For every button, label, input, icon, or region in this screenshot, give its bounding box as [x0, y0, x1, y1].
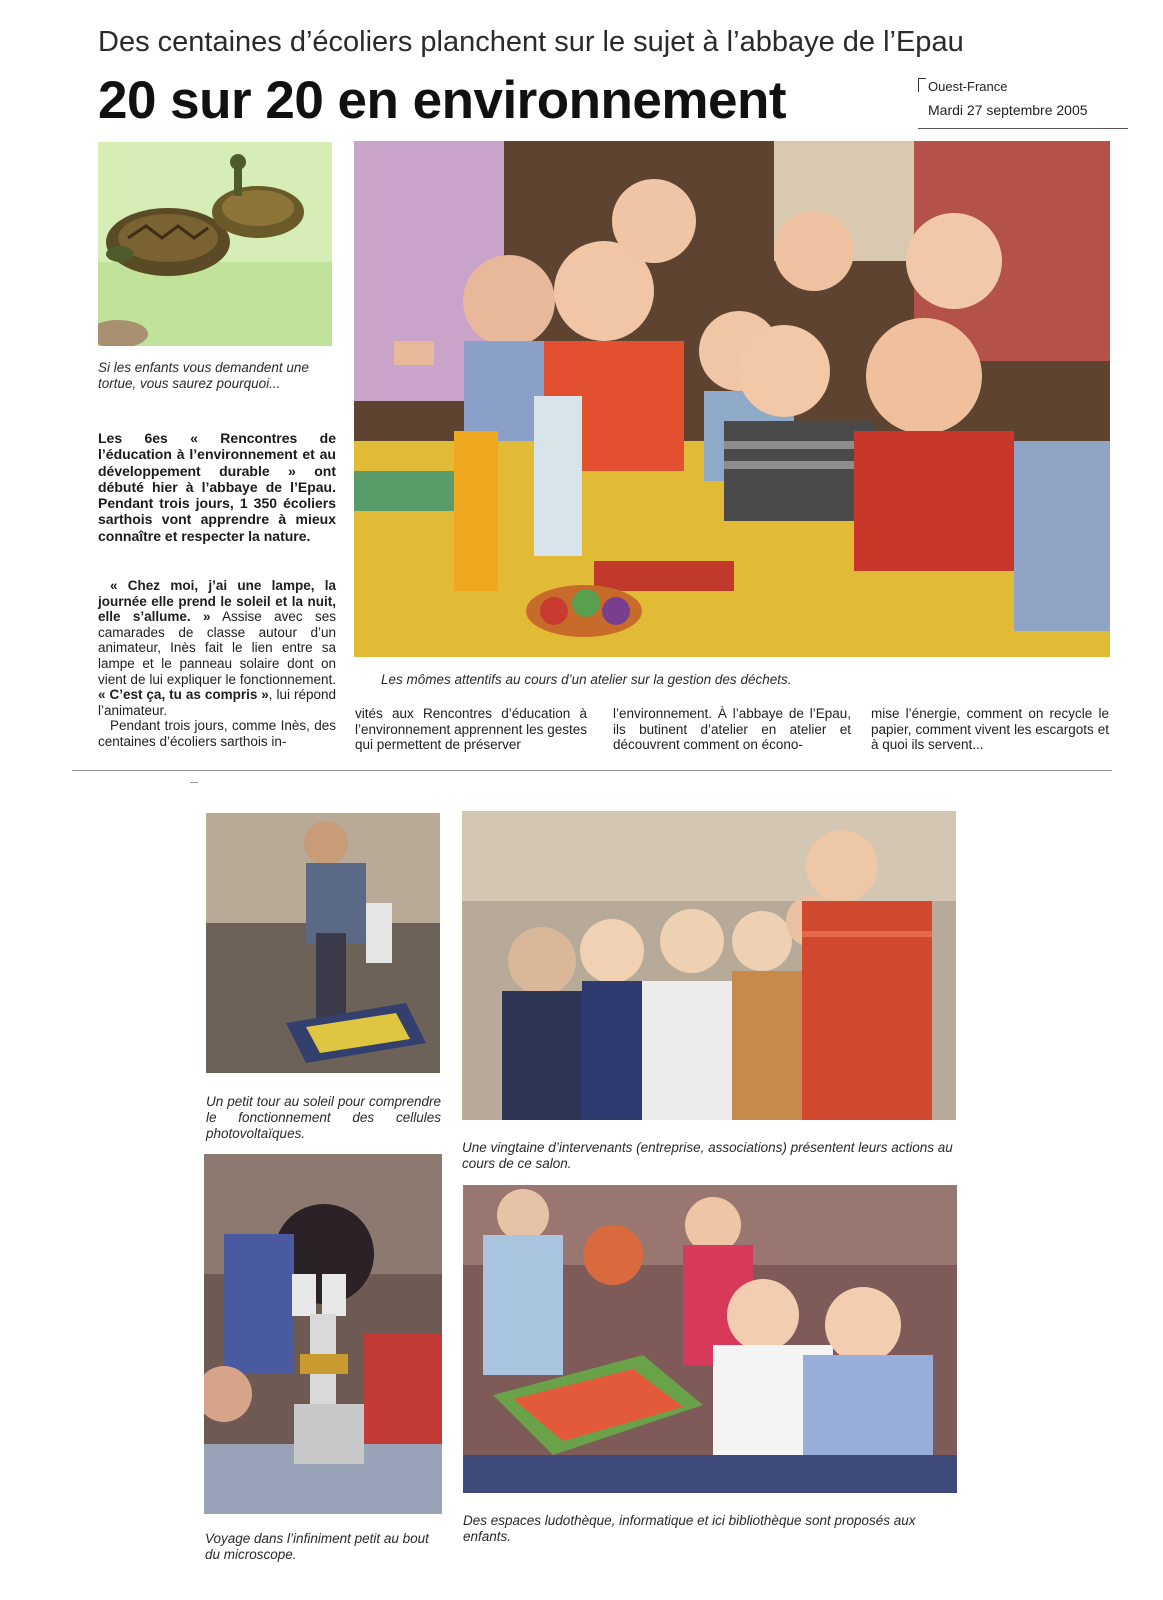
article-headline: 20 sur 20 en environnement	[98, 71, 787, 130]
body-text-end: , lui répond l’animateur.	[98, 687, 336, 718]
article-lead: Les 6es « Rencontres de l’éducation à l’environnement et au développement durable » ont débuté hier à l’abbaye de l’Epau. Pendant trois jours, 1 350 écoliers sarthois vont apprendre à mieux connaître et respecter la nature.	[98, 430, 336, 544]
newspaper-name: Ouest-France	[928, 79, 1008, 94]
article-body-col1	[98, 578, 336, 750]
section-divider	[72, 770, 1112, 771]
article-body-col2: vités aux Rencontres d’éducation à l’environnement apprennent les gestes qui permettent de préserver	[355, 706, 587, 753]
source-underline	[918, 128, 1128, 129]
exhibitors-caption: Une vingtaine d’intervenants (entreprise, associations) présentent leurs actions au cours de ce salon.	[462, 1140, 953, 1171]
microscope-photo	[204, 1154, 442, 1514]
quote-ines: « Chez moi, j’ai une lampe, la journée elle prend le soleil et la nuit, elle s’allume. »	[98, 578, 336, 625]
microscope-caption: Voyage dans l’infiniment petit au bout du microscope.	[205, 1531, 429, 1562]
solar-panel-photo	[206, 813, 440, 1073]
body-paragraph	[98, 578, 336, 718]
exhibitors-photo	[462, 811, 956, 1120]
turtle-photo	[98, 142, 332, 346]
article-body-col4: mise l’énergie, comment on recycle le papier, comment vivent les escargots et à quoi ils servent...	[871, 706, 1109, 753]
article-body-col3: l’environnement. À l’abbaye de l’Epau, ils butinent d’atelier en atelier et découvrent comment on écono-	[613, 706, 851, 753]
main-workshop-photo	[354, 141, 1110, 657]
divider-tick	[190, 782, 198, 783]
quote-animator: « C’est ça, tu as compris »	[98, 687, 269, 703]
publication-date: Mardi 27 septembre 2005	[928, 102, 1088, 118]
library-photo	[463, 1185, 957, 1493]
library-caption: Des espaces ludothèque, informatique et ici bibliothèque sont proposés aux enfants.	[463, 1513, 916, 1544]
body-text: Assise avec ses camarades de classe autour d’un animateur, Inès fait le lien entre sa lampe et le panneau solaire dont on vient de lui expliquer le fonctionnement.	[98, 609, 336, 687]
body-paragraph-2: Pendant trois jours, comme Inès, des centaines d’écoliers sarthois in-	[98, 718, 336, 749]
solar-caption: Un petit tour au soleil pour comprendre le fonctionnement des cellules photovoltaïques.	[206, 1094, 441, 1141]
source-box	[918, 78, 1128, 132]
corner-mark	[918, 78, 926, 92]
article-kicker: Des centaines d’écoliers planchent sur le sujet à l’abbaye de l’Epau	[98, 26, 964, 58]
main-caption: Les mômes attentifs au cours d’un atelier sur la gestion des déchets.	[381, 672, 792, 687]
turtle-caption: Si les enfants vous demandent une tortue, vous saurez pourquoi...	[98, 360, 309, 391]
